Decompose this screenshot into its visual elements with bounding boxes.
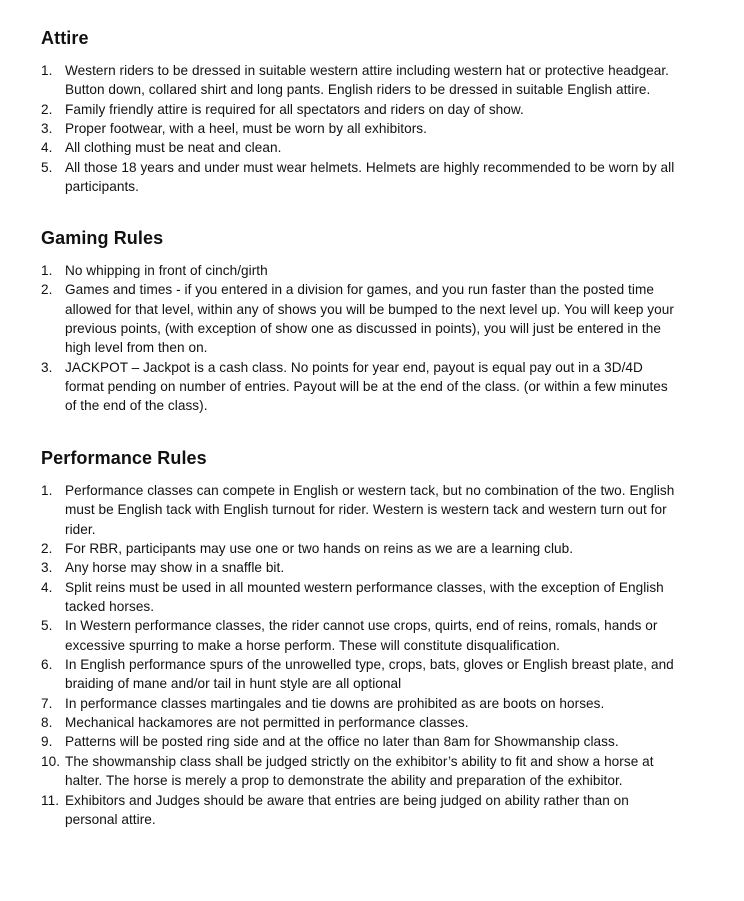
gaming-rules-section <box>41 227 681 416</box>
list-item <box>41 791 681 830</box>
list-item-text: Exhibitors and Judges should be aware that entries are being judged on ability rather than on personal attire. <box>65 792 629 827</box>
list-item <box>41 358 681 416</box>
list-item-text: Performance classes can compete in English or western tack, but no combination of the two. English must be English tack with English turnout for rider. Western is western tack and western turn out for rider. <box>65 483 675 537</box>
list-number: 7. <box>41 695 53 711</box>
list-number: 1. <box>41 483 53 498</box>
list-item-text: In performance classes martingales and tie downs are prohibited as are boots on horses. <box>65 695 605 711</box>
list-number: 2. <box>41 541 53 557</box>
list-number: 4. <box>41 140 53 156</box>
list-item <box>41 158 681 197</box>
list-item-text: In Western performance classes, the rider cannot use crops, quirts, end of reins, romals, hands or excessive spurring to make a horse perform. These will constitute disqualification. <box>65 618 658 653</box>
list-item-text: All clothing must be neat and clean. <box>65 140 282 156</box>
list-item-text: Mechanical hackamores are not permitted in performance classes. <box>65 715 469 731</box>
list-number: 1. <box>41 63 53 78</box>
list-item <box>41 539 681 558</box>
list-item-text: Proper footwear, with a heel, must be worn by all exhibitors. <box>65 121 427 137</box>
list-item-text: Western riders to be dressed in suitable western attire including western hat or protective headgear. Button down, collared shirt and long pants. English riders to be dressed in suitable English attire. <box>65 63 670 98</box>
list-number: 5. <box>41 159 53 175</box>
list-number: 8. <box>41 715 53 731</box>
list-number: 3. <box>41 560 53 576</box>
list-number: 1. <box>41 263 53 278</box>
list-item <box>41 732 681 751</box>
list-number: 4. <box>41 579 53 595</box>
attire-heading: Attire <box>41 28 89 48</box>
gaming-rules-list <box>41 261 681 416</box>
list-item <box>41 280 681 357</box>
list-item <box>41 261 681 280</box>
list-item-text: JACKPOT – Jackpot is a cash class. No points for year end, payout is equal pay out in a 3D/4D format pending on number of entries. Payout will be at the end of the class. (or within a few minutes of the end of the class). <box>65 359 668 414</box>
list-item <box>41 655 681 694</box>
performance-rules-list <box>41 481 681 829</box>
list-number: 5. <box>41 618 53 634</box>
list-item-text: No whipping in front of cinch/girth <box>65 263 268 278</box>
list-item <box>41 713 681 732</box>
list-item-text: Split reins must be used in all mounted western performance classes, with the exception of English tacked horses. <box>65 579 664 615</box>
list-item <box>41 119 681 138</box>
list-number: 10. <box>41 753 61 769</box>
list-item <box>41 578 681 617</box>
attire-section <box>41 27 681 196</box>
performance-rules-heading: Performance Rules <box>41 448 207 468</box>
list-number: 2. <box>41 101 53 117</box>
list-item <box>41 481 681 539</box>
list-item-text: The showmanship class shall be judged strictly on the exhibitor’s ability to fit and show a horse at halter. The horse is merely a prop to demonstrate the ability and preparation of the exhibitor. <box>65 753 654 789</box>
performance-rules-section <box>41 447 681 829</box>
list-item-text: In English performance spurs of the unrowelled type, crops, bats, gloves or English breast plate, and braiding of mane and/or tail in hunt style are all optional <box>65 657 674 692</box>
gaming-rules-heading: Gaming Rules <box>41 228 164 248</box>
list-number: 3. <box>41 359 53 375</box>
list-item <box>41 61 681 100</box>
list-item <box>41 694 681 713</box>
list-number: 6. <box>41 657 53 673</box>
list-item-text: All those 18 years and under must wear helmets. Helmets are highly recommended to be worn by all participants. <box>65 159 675 195</box>
list-number: 11. <box>41 792 60 808</box>
attire-list <box>41 61 681 196</box>
list-item-text: Patterns will be posted ring side and at the office no later than 8am for Showmanship class. <box>65 734 619 750</box>
list-number: 3. <box>41 121 53 137</box>
list-number: 9. <box>41 734 53 750</box>
list-number: 2. <box>41 282 53 298</box>
list-item-text: Games and times - if you entered in a division for games, and you run faster than the posted time allowed for that level, within any of shows you will be bumped to the next level up. You will keep your previous points, (with exception of show one as discussed in points), you will just be entered in the high level from then on. <box>65 282 674 356</box>
list-item <box>41 100 681 119</box>
list-item-text: Any horse may show in a snaffle bit. <box>65 560 285 576</box>
list-item <box>41 138 681 157</box>
list-item-text: For RBR, participants may use one or two hands on reins as we are a learning club. <box>65 541 574 557</box>
list-item <box>41 558 681 577</box>
list-item-text: Family friendly attire is required for all spectators and riders on day of show. <box>65 101 524 117</box>
list-item <box>41 616 681 655</box>
list-item <box>41 752 681 791</box>
